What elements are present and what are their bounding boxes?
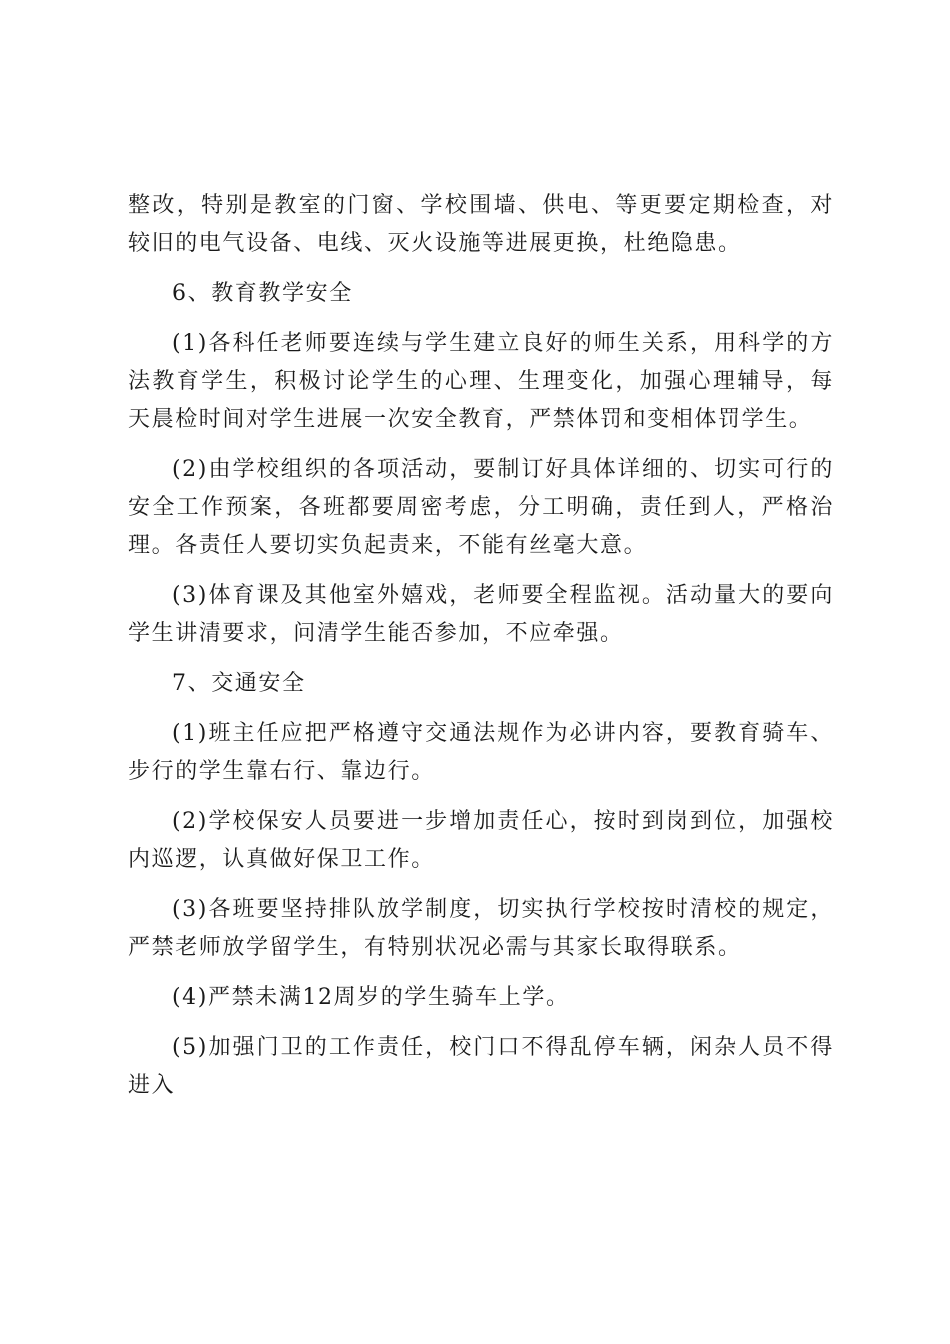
paragraph-item: (5)加强门卫的工作责任，校门口不得乱停车辆，闲杂人员不得进入: [128, 1035, 834, 1098]
paragraph-item: (2)由学校组织的各项活动，要制订好具体详细的、切实可行的安全工作预案，各班都要周密考虑，分工明确，责任到人，严格治理。各责任人要切实负起责来，不能有丝毫大意。: [128, 457, 834, 558]
section-heading-teaching-safety: 6、教育教学安全: [172, 281, 353, 306]
paragraph-continuation: 整改，特别是教室的门窗、学校围墙、供电、等更要定期检查，对较旧的电气设备、电线、灭火设施等进展更换，杜绝隐患。: [128, 193, 834, 256]
paragraph-item: (3)体育课及其他室外嬉戏，老师要全程监视。活动量大的要向学生讲清要求，问清学生能否参加，不应牵强。: [128, 583, 834, 646]
paragraph-item: (3)各班要坚持排队放学制度，切实执行学校按时清校的规定，严禁老师放学留学生，有特别状况必需与其家长取得联系。: [128, 897, 834, 960]
paragraph-item: (4)严禁未满12周岁的学生骑车上学。: [172, 985, 570, 1010]
paragraph-item: (2)学校保安人员要进一步增加责任心，按时到岗到位，加强校内巡逻，认真做好保卫工作。: [128, 809, 834, 872]
paragraph-item: (1)班主任应把严格遵守交通法规作为必讲内容，要教育骑车、步行的学生靠右行、靠边行。: [128, 721, 834, 784]
paragraph-item: (1)各科任老师要连续与学生建立良好的师生关系，用科学的方法教育学生，积极讨论学生的心理、生理变化，加强心理辅导，每天晨检时间对学生进展一次安全教育，严禁体罚和变相体罚学生。: [128, 331, 834, 432]
document-body: [128, 187, 834, 1117]
section-heading-traffic-safety: 7、交通安全: [172, 671, 306, 696]
